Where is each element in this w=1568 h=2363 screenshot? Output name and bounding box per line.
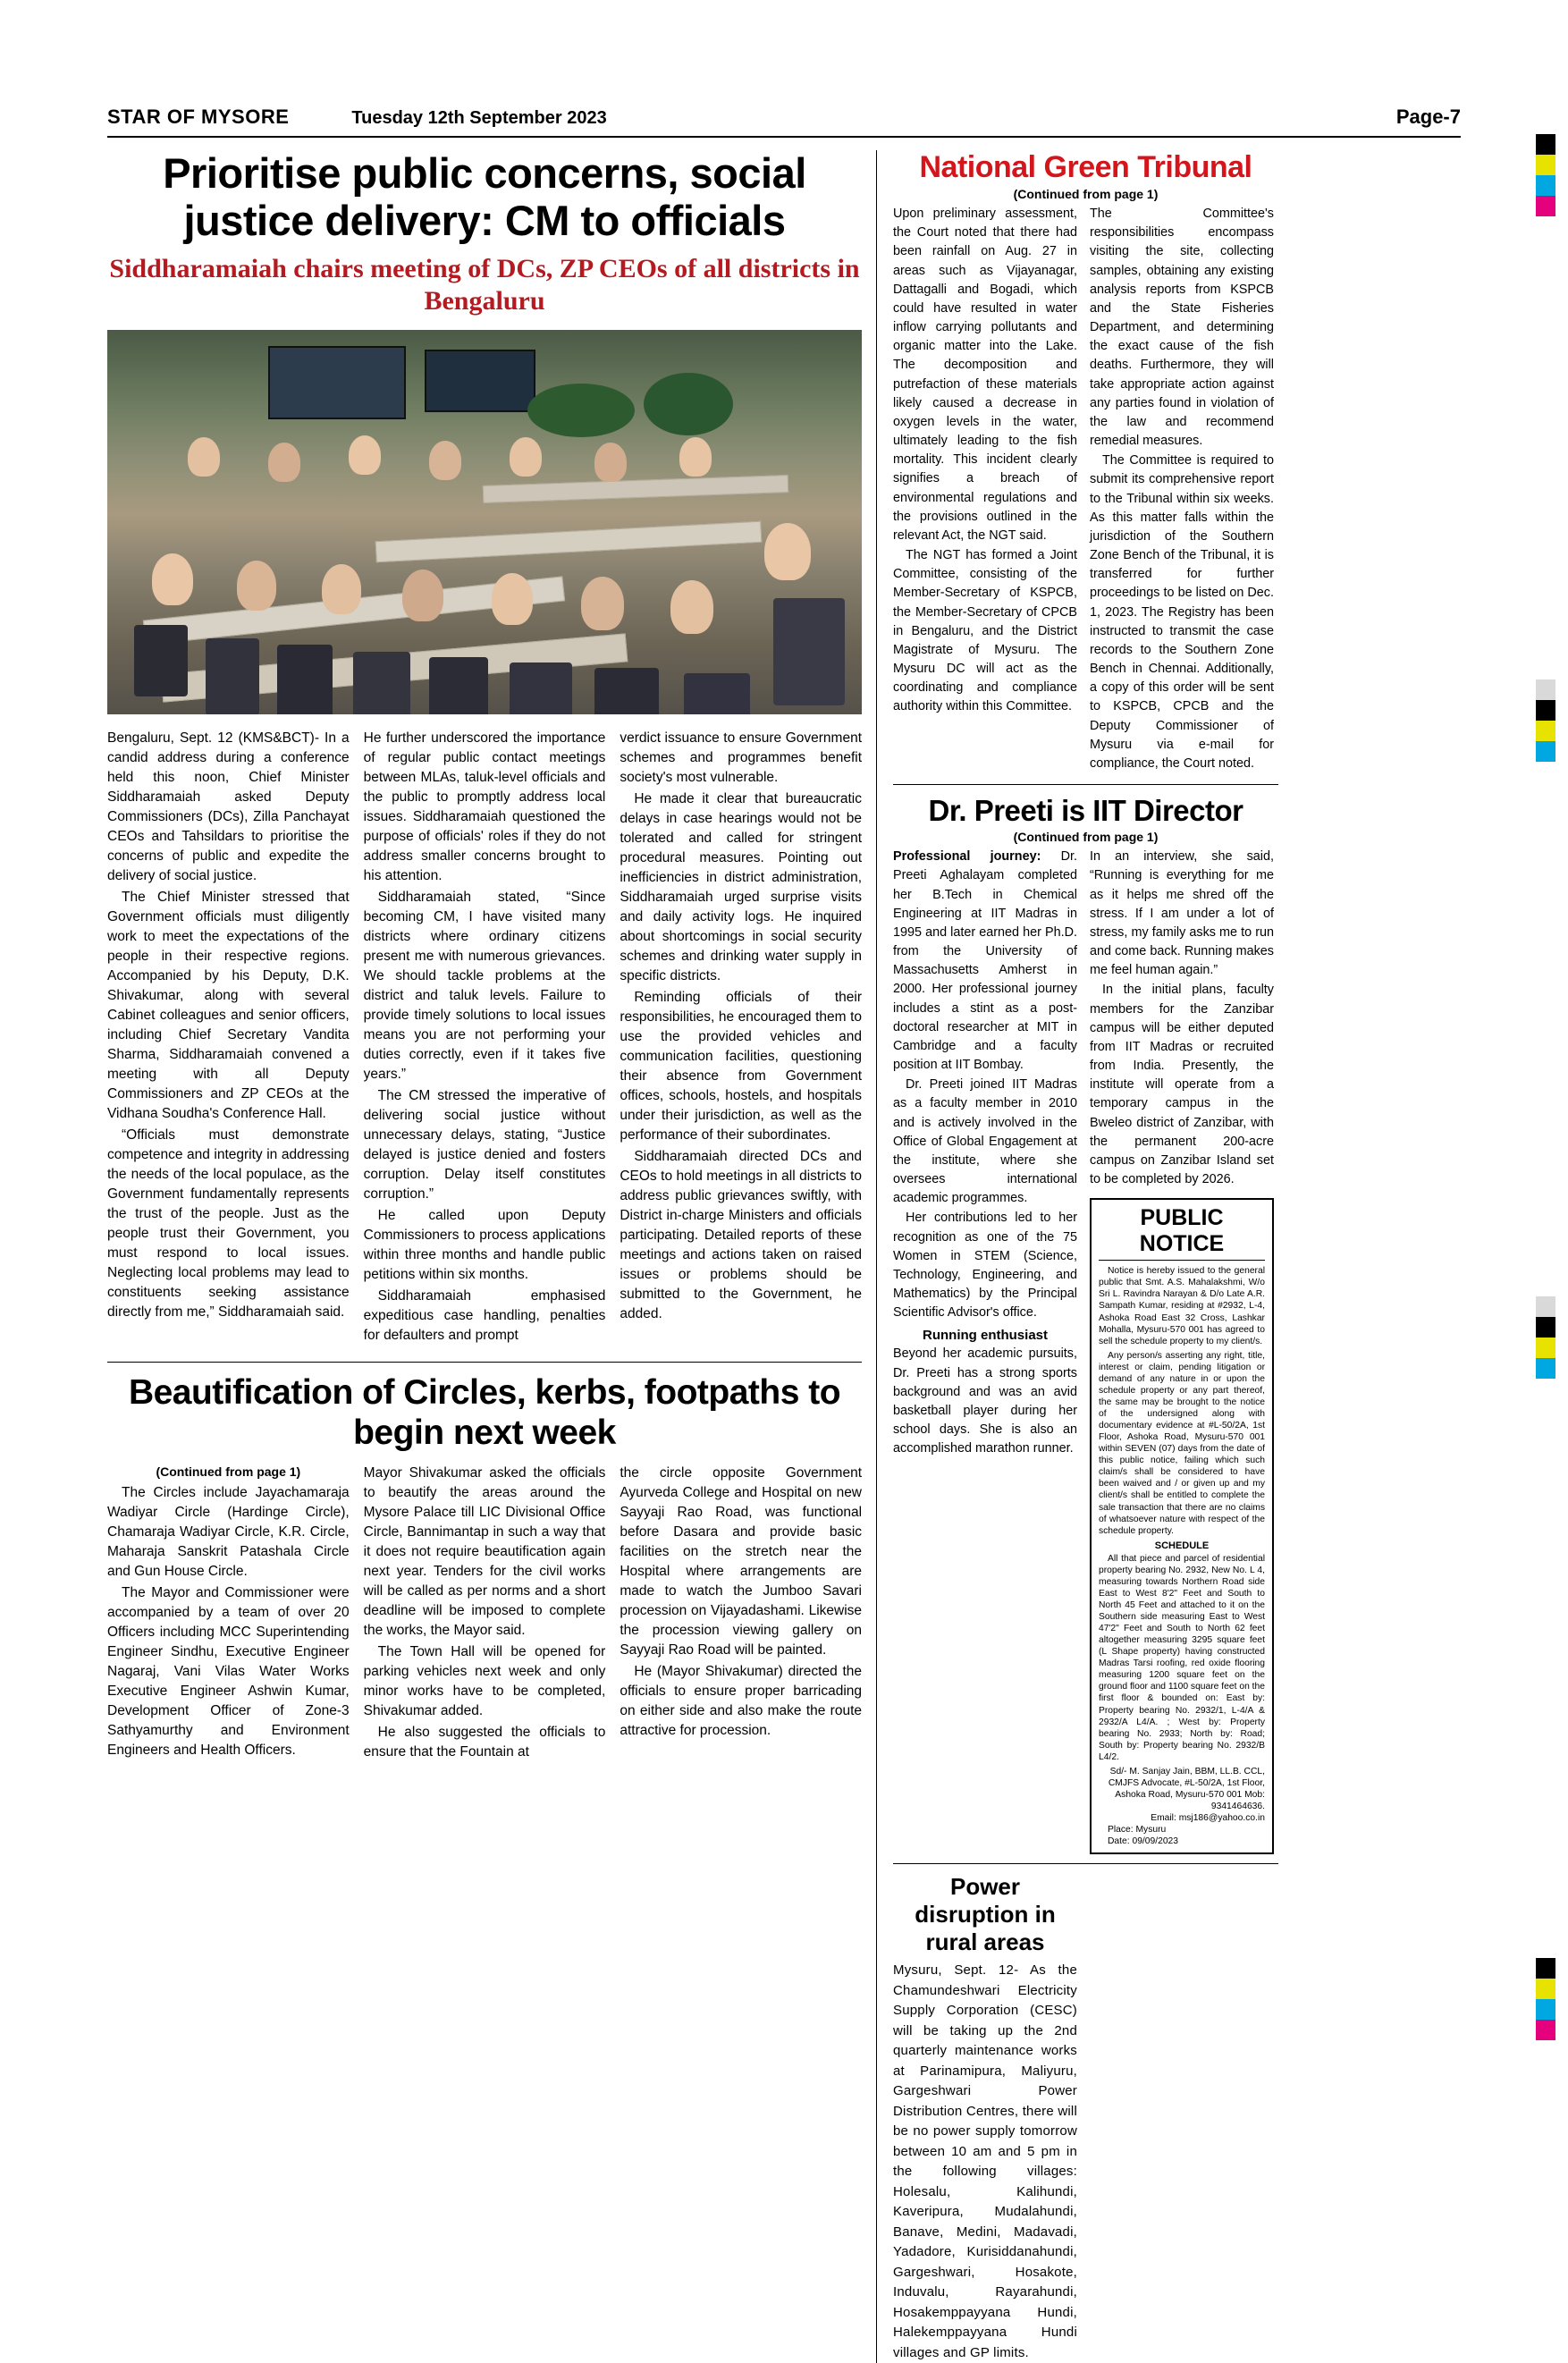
paragraph: The Committee's responsibilities encompass visiting the site, collecting samples, obtaining any existing analysis reports from KSPCB and the State Fisheries Department, and determining the exact cause of the fish deaths. Furthermore, they will take appropriate action against any parties found in violation of the law and recommend remedial measures. (1090, 207, 1274, 449)
paragraph: He also suggested the officials to ensure that the Fountain at (363, 1725, 606, 1760)
paragraph: The Mayor and Commissioner were accompanied by a team of over 20 Officers including MCC Superintending Engineer Sindhu, Executive Engineer Nagaraj, Vani Vilas Water Works Executive Engineer Ashwin Kumar, Development Officer of Zone-3 Sathyamurthy and Environment Engineers and Health Officers. (107, 1585, 350, 1759)
beautification-col-3 (620, 1464, 862, 1762)
paragraph: Siddharamaiah directed DCs and CEOs to hold meetings in all districts to address public grievances swiftly, with District in-charge Ministers and officials participating. Detailed reports of these meetings and actions taken on raised issues or problems should be submitted to the Government, he added. (620, 1149, 863, 1322)
paragraph: Reminding officials of their responsibilities, he encouraged them to use the provided vehicles and communication facilities, questioning their absence from Government offices, schools, hostels, and hospitals under their jurisdiction, as well as the performance of their subordinates. (620, 990, 863, 1144)
notice-place: Place: Mysuru (1108, 1825, 1167, 1836)
lead-body-col-3 (620, 729, 862, 1346)
schedule-title: SCHEDULE (1154, 1540, 1210, 1551)
paragraph: He further underscored the importance of regular public contact meetings between MLAs, taluk-level officials and the public to promptly address local issues. Siddharamaiah questioned the purpose of officials' roles if they do not address smaller concerns brought to his attention. (363, 730, 606, 884)
paragraph: The Town Hall will be opened for parking vehicles next week and only minor works have to be completed, Shivakumar added. (363, 1644, 606, 1719)
paragraph: Siddharamaiah stated, “Since becoming CM, I have visited many districts where ordinary citizens present me with numerous grievances. We should tackle problems at the district and taluk levels. Failure to provide timely solutions to local issues means you are not performing your duties correctly, even if it takes five years.” (363, 890, 606, 1083)
paragraph: Dr. Preeti joined IIT Madras as a faculty member in 2010 and is actively involved in the Office of Global Engagement at the institute, where she oversees international academic programmes. (893, 1077, 1077, 1206)
paragraph-text: Dr. Preeti Aghalayam completed her B.Tech in Chemical Engineering at IIT Madras in 1995 and later earned her Ph.D. from the University of Massachusetts Amherst in 2000. Her professional journey includes a stint as a post-doctoral researcher at MIT in Cambridge and a faculty position at IIT Bombay. (893, 849, 1077, 1073)
lead-body-col-2 (364, 729, 606, 1346)
public-notice-title: PUBLIC NOTICE (1099, 1205, 1265, 1261)
paragraph: Siddharamaiah emphasised expeditious case handling, penalties for defaulters and prompt (363, 1288, 606, 1344)
issue-date: Tuesday 12th September 2023 (351, 108, 607, 128)
ngt-headline: National Green Tribunal (919, 150, 1252, 184)
preeti-headline: Dr. Preeti is IIT Director (928, 794, 1243, 828)
paragraph (893, 848, 1077, 1075)
paragraph: Beyond her academic pursuits, Dr. Preeti has a strong sports background and was an avid basketball player during her school days. She is also an accomplished marathon runner. (893, 1346, 1077, 1456)
ngt-continued-label: (Continued from page 1) (1013, 187, 1159, 201)
paragraph: Notice is hereby issued to the general public that Smt. A.S. Mahalakshmi, W/o Sri L. Ravindra Narayan & D/o Late A.R. Sampath Kumar, residing at #2932, L-4, Ashoka Road East 32 Cross, Lashkar Mohalla, Mysuru-570 001 has agreed to sell the schedule property to my client/s. (1099, 1266, 1265, 1346)
page-number: Page-7 (1395, 105, 1461, 128)
lead-headline: Prioritise public concerns, social justice delivery: CM to officials (163, 149, 806, 244)
paragraph: Any person/s asserting any right, title, interest or claim, pending litigation or demand of any nature in or upon the schedule property or any part thereof, the same may be brought to the notice of the undersigned along with documentary evidence at #L-50/2A, 1st Floor, Ashoka Road, Mysuru-570 001 within SEVEN (07) days from the date of this public notice, failing which such claim/s shall be considered to have been waived and / or given up and my client/s shall be entitled to complete the sale transaction that there are no claims of whatsoever nature with respect of the schedule property. (1099, 1350, 1265, 1536)
lead-subheadline: Siddharamaiah chairs meeting of DCs, ZP CEOs of all districts in Bengaluru (109, 254, 860, 316)
paragraph: In the initial plans, faculty members for the Zanzibar campus will be either deputed from IIT Madras or recruited from India. Presently, the institute will operate from a temporary campus in the Bweleo district of Zanzibar, with the permanent 200-acre campus on Zanzibar Island set to be completed by 2026. (1090, 983, 1274, 1187)
lead-body-col-1 (107, 729, 350, 1346)
power-disruption-story (893, 1873, 1077, 2363)
registration-marks-bottom (1536, 1958, 1555, 2040)
paragraph: In an interview, she said, “Running is everything for me as it helps me shred off the stress. If I am under a lot of stress, my family asks me to run and come back. Running makes me feel human again.” (1090, 849, 1274, 978)
paragraph: Mayor Shivakumar asked the officials to beautify the areas around the Mysore Palace till LIC Divisional Office Circle, Bannimantap in such a way that it does not require beautification again next year. Tenders for the civil works will be called as per norms and a short deadline will be imposed to complete the works, the Mayor said. (363, 1465, 606, 1639)
professional-journey-lead: Professional journey: (893, 849, 1041, 865)
lead-body (107, 729, 862, 1346)
preeti-continued-label: (Continued from page 1) (1013, 830, 1159, 845)
power-text: Mysuru, Sept. 12- As the Chamundeshwari Electricity Supply Corporation (CESC) will be taking up the 2nd quarterly maintenance works at Parinamipura, Maliyuru, Gargeshwari Power Distribution Centres, there will be no power supply tomorrow between 10 am and 5 pm in the following villages: Holesalu, Kalihundi, Kaveripura, Mudalahundi, Banave, Medini, Madavadi, Yadadore, Kurisiddanahundi, Gargeshwari, Hosakote, Induvalu, Rayarahundi, Hosakemppayyana Hundi, Halekemppayyana Hundi villages and GP limits. (893, 1962, 1077, 2360)
paragraph: The CM stressed the imperative of delivering social justice without unnecessary delays, stating, “Justice delayed is justice denied and fosters corruption. Delay itself constitutes corruption.” (363, 1088, 606, 1203)
paragraph: He made it clear that bureaucratic delays in case hearings would not be tolerated and called for stringent procedural measures. Pointing out inefficiencies in district administration, Siddharamaiah urged surprise visits and daily activity logs. He inquired about shortcomings in social security schemes and drinking water supply in specific districts. (620, 791, 863, 984)
right-column (876, 150, 1278, 2363)
paragraph: The Circles include Jayachamaraja Wadiyar Circle (Hardinge Circle), Chamaraja Wadiyar Circle, K.R. Circle, Maharaja Sanskrit Patashala Circle and Gun House Circle. (107, 1485, 350, 1580)
registration-marks-lower-mid (1536, 1296, 1555, 1379)
paragraph: He (Mayor Shivakumar) directed the officials to ensure proper barricading on either side and also make the route attractive for procession. (620, 1664, 863, 1739)
paragraph: He called upon Deputy Commissioners to process applications within three months and handle public petitions within six months. (363, 1208, 606, 1283)
registration-marks-top (1536, 134, 1555, 216)
advocate-email[interactable]: Email: msj186@yahoo.co.in (1151, 1813, 1265, 1824)
beautification-story (107, 1362, 862, 1762)
paragraph: The Chief Minister stressed that Government officials must diligently work to meet the expectations of the people in their respective regions. Accompanied by his Deputy, D.K. Shivakumar, along with several Cabinet colleagues and senior officers, including Chief Secretary Vandita Sharma, Siddharamaiah convened a meeting with all Deputy Commissioners and ZP CEOs at the Vidhana Soudha's Conference Hall. (107, 890, 350, 1122)
preeti-col-1 (893, 848, 1077, 1854)
paragraph: The NGT has formed a Joint Committee, consisting of the Member-Secretary of KSPCB, the Member-Secretary of CPCB in Bengaluru, and the District Magistrate of Mysuru. The Mysuru DC will act as the coordinating and compliance authority within this Committee. (893, 548, 1077, 714)
paragraph: “Officials must demonstrate competence and integrity in addressing the needs of the local populace, as the Government fundamentally represents the trust of the people. Just as the people trust their Government, you must respond to local issues. Neglecting local problems may lead to constituents seeking assistance directly from me,” Siddharamaiah said. (107, 1127, 350, 1321)
masthead (107, 105, 1461, 138)
paragraph: the circle opposite Government Ayurveda College and Hospital on new Sayyaji Rao Road, was functional before Dasara and provide basic facilities on the stretch near the Hospital where arrangements are made to watch the Jumboo Savari procession on Vijayadashami. Likewise the procession viewing gallery on Sayyaji Rao Road will be painted. (620, 1465, 863, 1658)
schedule-text: All that piece and parcel of residential property bearing No. 2932, New No. L 4, measuring towards Northern Road side East to West 8'2" Feet and South to North 45 Feet and attached to it on the Southern side measuring East to West 47'2" Feet and South to North 62 feet altogether measuring 3295 square feet (L Shape property) having constructed Madras Tarsi roofing, red oxide flooring measuring 1200 square feet on the ground floor and 1100 square feet on the first floor & bounded on: East by: Property bearing No. 2932/1, L-4/A & 2932/A L4/A. ; West by: Property bearing No. 2933; North by: Road; South by: Property bearing No. 2932/B L4/2. (1099, 1553, 1265, 1762)
paragraph: Her contributions led to her recognition as one of the 75 Women in STEM (Science, Technology, Engineering, and Mathematics) by the Principal Scientific Advisor's office. (893, 1211, 1077, 1321)
paragraph: Upon preliminary assessment, the Court noted that there had been rainfall on Aug. 27 in areas such as Vijayanagar, Dattagalli and Bogadi, which could have resulted in water inflow carrying pollutants and organic matter into the Lake. The decomposition and putrefaction of these materials likely caused a decrease in oxygen levels in the water, ultimately leading to the fish mortality. This incident clearly signifies a breach of environmental regulations and the provisions outlined in the relevant Act, the NGT said. (893, 207, 1077, 543)
notice-date: Date: 09/09/2023 (1108, 1836, 1179, 1847)
preeti-subhead: Running enthusiast (923, 1328, 1048, 1344)
beautification-col-1 (107, 1464, 350, 1762)
paragraph: The Committee is required to submit its comprehensive report to the Tribunal within six weeks. As this matter falls within the jurisdiction of the Southern Zone Bench of the Tribunal, it is transferred for further proceedings to be listed on Dec. 1, 2023. The Registry has been instructed to transmit the case records to the Southern Zone Bench in Chennai. Additionally, a copy of this order will be sent to KSPCB, CPCB and the Deputy Commissioner of Mysuru via e-mail for compliance, the Court noted. (1090, 453, 1274, 771)
beautification-headline: Beautification of Circles, kerbs, footpaths to begin next week (128, 1373, 841, 1452)
ngt-col-2 (1090, 205, 1274, 773)
continued-label: (Continued from page 1) (156, 1464, 301, 1480)
preeti-body (893, 848, 1278, 1854)
section-divider-2 (893, 1863, 1278, 1864)
beautification-col-2 (364, 1464, 606, 1762)
advocate-signature: Sd/- M. Sanjay Jain, BBM, LL.B. CCL, CMJFS Advocate, #L-50/2A, 1st Floor, Ashoka Road, Mysuru-570 001 Mob: 9341464636. (1108, 1766, 1265, 1811)
ngt-col-1 (893, 205, 1077, 773)
power-headline: Power disruption in rural areas (915, 1873, 1056, 1955)
paragraph: Bengaluru, Sept. 12 (KMS&BCT)- In a candid address during a conference held this noon, Chief Minister Siddharamaiah asked Deputy Commissioners (DCs), Zilla Panchayat CEOs and Tahsildars to prioritise the concerns of public and expedite the delivery of social justice. (107, 730, 350, 884)
preeti-col-2 (1090, 848, 1274, 1854)
section-divider (893, 784, 1278, 785)
registration-marks-upper-mid (1536, 679, 1555, 762)
page-grid (107, 150, 1461, 2363)
paragraph: verdict issuance to ensure Government schemes and programmes benefit society's most vulnerable. (620, 730, 863, 786)
lead-photo (107, 330, 862, 714)
public-notice-advert (1090, 1198, 1274, 1854)
ngt-body (893, 205, 1278, 773)
main-column (107, 150, 876, 2363)
publication-title: STAR OF MYSORE (107, 105, 290, 128)
